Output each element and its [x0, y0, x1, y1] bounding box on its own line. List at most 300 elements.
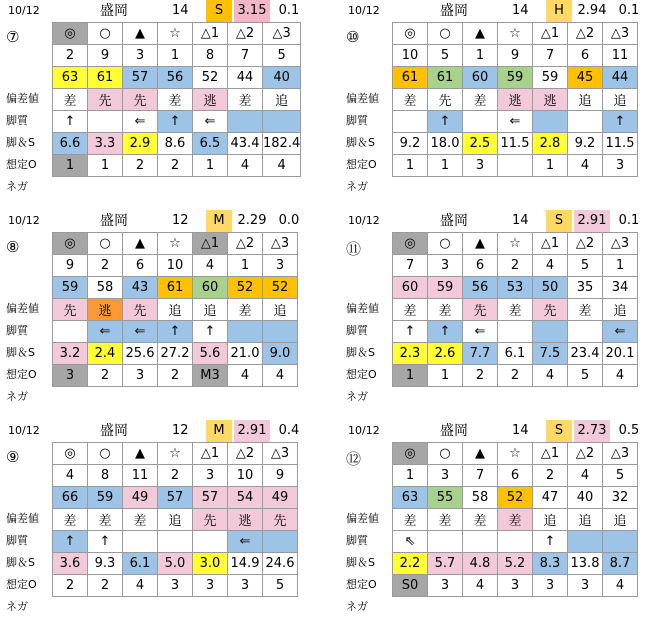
- table-cell: 3: [498, 575, 533, 597]
- index-value: 2.29: [234, 210, 270, 232]
- table-cell: △2: [228, 443, 263, 465]
- horse-number-row: [393, 45, 638, 67]
- table-cell: 4.8: [463, 553, 498, 575]
- table-cell: ▲: [463, 233, 498, 255]
- table-cell: 35: [568, 277, 603, 299]
- sub-value: 0.5: [618, 423, 640, 438]
- table-cell: 5.2: [498, 553, 533, 575]
- table-cell: ▲: [123, 443, 158, 465]
- table-cell: 差: [228, 299, 263, 321]
- table-cell: 1: [463, 45, 498, 67]
- table-cell: 3.2: [53, 343, 88, 365]
- table-cell: 差: [498, 509, 533, 531]
- race-date: 10/12: [348, 4, 380, 17]
- deviation-row: [393, 67, 638, 89]
- table-cell: 63: [393, 487, 428, 509]
- table-cell: 3.3: [88, 133, 123, 155]
- table-cell: 10: [393, 45, 428, 67]
- table-cell: 2.6: [428, 343, 463, 365]
- table-cell: [463, 531, 498, 553]
- table-cell: 4: [533, 365, 568, 387]
- row-label: 想定O: [346, 158, 377, 171]
- table-cell: ↑: [53, 111, 88, 133]
- table-cell: 2: [463, 365, 498, 387]
- table-cell: 9: [53, 255, 88, 277]
- table-cell: 3: [463, 155, 498, 177]
- row-labels: [342, 442, 394, 618]
- table-cell: 44: [228, 67, 263, 89]
- sub-value: 0.1: [278, 3, 300, 18]
- table-cell: 59: [53, 277, 88, 299]
- row-label: 脚質: [6, 534, 28, 547]
- table-cell: 追: [533, 509, 568, 531]
- table-cell: 6: [463, 255, 498, 277]
- table-cell: 1: [228, 255, 263, 277]
- table-cell: ⇖: [393, 531, 428, 553]
- race-block: [0, 420, 320, 620]
- table-cell: ○: [428, 443, 463, 465]
- table-cell: M3: [193, 365, 228, 387]
- horse-count: 14: [512, 423, 529, 438]
- race-place: 盛岡: [100, 213, 128, 229]
- table-cell: 3: [123, 365, 158, 387]
- sub-value: 0.1: [618, 3, 640, 18]
- table-cell: 差: [393, 299, 428, 321]
- table-cell: [228, 321, 263, 343]
- table-cell: 差: [158, 89, 193, 111]
- table-cell: 追: [568, 89, 603, 111]
- table-cell: ↑: [533, 531, 568, 553]
- table-cell: 8: [88, 465, 123, 487]
- table-cell: [88, 111, 123, 133]
- table-cell: 61: [88, 67, 123, 89]
- table-cell: 3: [228, 575, 263, 597]
- table-cell: ◎: [393, 23, 428, 45]
- table-cell: 8: [193, 45, 228, 67]
- table-cell: 2: [498, 255, 533, 277]
- race-table: [392, 442, 638, 597]
- table-cell: ▲: [123, 23, 158, 45]
- table-cell: 追: [263, 299, 298, 321]
- table-cell: 52: [498, 487, 533, 509]
- table-cell: [568, 321, 603, 343]
- row-label: 想定O: [346, 368, 377, 381]
- style-row: [53, 299, 298, 321]
- race-table: [392, 22, 638, 177]
- race-number: ⑪: [346, 240, 362, 258]
- row-label: 脚＆S: [346, 556, 375, 569]
- table-cell: ▲: [463, 23, 498, 45]
- row-labels: [342, 22, 394, 198]
- table-cell: 4: [228, 155, 263, 177]
- table-cell: △2: [228, 233, 263, 255]
- table-cell: 44: [603, 67, 638, 89]
- table-cell: 2.3: [393, 343, 428, 365]
- table-cell: 8.3: [533, 553, 568, 575]
- table-cell: 4: [603, 365, 638, 387]
- table-cell: 5: [603, 465, 638, 487]
- table-cell: △1: [193, 23, 228, 45]
- table-cell: ↑: [428, 321, 463, 343]
- table-cell: 1: [193, 155, 228, 177]
- table-cell: 3: [428, 255, 463, 277]
- table-cell: [193, 531, 228, 553]
- table-cell: 追: [568, 509, 603, 531]
- table-cell: [123, 531, 158, 553]
- table-cell: [393, 111, 428, 133]
- table-cell: 先: [263, 509, 298, 531]
- table-cell: 逃: [88, 299, 123, 321]
- table-cell: 先: [123, 299, 158, 321]
- table-cell: 5.0: [158, 553, 193, 575]
- race-header: [0, 210, 320, 232]
- table-cell: 先: [428, 89, 463, 111]
- table-cell: 61: [428, 67, 463, 89]
- deviation-row: [53, 67, 301, 89]
- nega-row: [393, 155, 638, 177]
- table-cell: 23.4: [568, 343, 603, 365]
- nega-row: [53, 155, 301, 177]
- race-header: [340, 420, 659, 442]
- race-header: [340, 210, 659, 232]
- row-label: 脚質: [346, 324, 368, 337]
- table-cell: ↑: [158, 111, 193, 133]
- row-label: 偏差値: [346, 512, 379, 525]
- table-cell: 2: [53, 575, 88, 597]
- table-cell: ☆: [158, 23, 193, 45]
- horse-number-row: [393, 465, 638, 487]
- table-cell: 3: [428, 575, 463, 597]
- race-table: [392, 232, 638, 387]
- table-cell: 差: [498, 299, 533, 321]
- table-cell: 追: [603, 299, 638, 321]
- table-cell: 7: [533, 45, 568, 67]
- table-cell: 先: [533, 299, 568, 321]
- table-cell: 2: [53, 45, 88, 67]
- row-label: 想定O: [6, 158, 37, 171]
- table-cell: 差: [463, 509, 498, 531]
- table-cell: S0: [393, 575, 428, 597]
- index-value: 3.15: [234, 0, 270, 22]
- table-cell: 61: [393, 67, 428, 89]
- table-cell: ☆: [498, 443, 533, 465]
- table-cell: 59: [88, 487, 123, 509]
- table-cell: 3: [568, 575, 603, 597]
- row-label: 偏差値: [346, 92, 379, 105]
- race-table: [52, 232, 298, 387]
- style-row: [53, 509, 298, 531]
- row-label: 脚＆S: [346, 346, 375, 359]
- table-cell: △1: [533, 233, 568, 255]
- table-cell: 5: [568, 365, 603, 387]
- table-cell: 2: [88, 255, 123, 277]
- race-block: [340, 420, 659, 620]
- row-label: 想定O: [346, 578, 377, 591]
- table-cell: 2: [498, 365, 533, 387]
- table-cell: [568, 111, 603, 133]
- mark-row: [393, 233, 638, 255]
- table-cell: 追: [263, 89, 301, 111]
- race-place: 盛岡: [100, 423, 128, 439]
- race-table: [52, 22, 301, 177]
- table-cell: 5.6: [193, 343, 228, 365]
- row-label: 脚＆S: [346, 136, 375, 149]
- table-cell: 3: [428, 465, 463, 487]
- table-cell: 3: [263, 255, 298, 277]
- table-cell: 4: [193, 255, 228, 277]
- mark-row: [393, 23, 638, 45]
- table-cell: ⇐: [193, 111, 228, 133]
- table-cell: [428, 531, 463, 553]
- table-cell: 9.2: [393, 133, 428, 155]
- race-number: ⑩: [346, 28, 360, 46]
- row-label: ネガ: [6, 390, 28, 403]
- table-cell: ◎: [53, 23, 88, 45]
- row-label: 脚質: [346, 534, 368, 547]
- table-cell: 40: [263, 67, 301, 89]
- odds-row: [53, 553, 298, 575]
- table-cell: 54: [228, 487, 263, 509]
- row-labels: [2, 232, 54, 408]
- table-cell: △1: [533, 443, 568, 465]
- table-cell: 差: [88, 509, 123, 531]
- race-block: [340, 210, 659, 410]
- table-cell: 14.9: [228, 553, 263, 575]
- table-cell: [568, 531, 603, 553]
- table-cell: 1: [428, 155, 463, 177]
- table-cell: 7: [463, 465, 498, 487]
- table-cell: [498, 531, 533, 553]
- table-cell: 6.5: [193, 133, 228, 155]
- table-cell: [53, 321, 88, 343]
- table-cell: 7.5: [533, 343, 568, 365]
- table-cell: ↑: [603, 111, 638, 133]
- row-label: ネガ: [346, 390, 368, 403]
- race-date: 10/12: [8, 214, 40, 227]
- table-cell: 4: [463, 575, 498, 597]
- race-block: [0, 0, 320, 200]
- table-cell: 1: [158, 45, 193, 67]
- table-cell: 4: [53, 465, 88, 487]
- row-labels: [342, 232, 394, 408]
- table-cell: 差: [393, 509, 428, 531]
- table-cell: △3: [603, 233, 638, 255]
- row-labels: [2, 22, 54, 198]
- horse-count: 14: [512, 3, 529, 18]
- table-cell: △3: [263, 443, 298, 465]
- style-row: [393, 299, 638, 321]
- table-cell: 2: [158, 155, 193, 177]
- table-cell: 1: [393, 155, 428, 177]
- race-header: [0, 0, 320, 22]
- row-label: 偏差値: [6, 302, 39, 315]
- odds-row: [393, 133, 638, 155]
- table-cell: ○: [88, 443, 123, 465]
- table-cell: 5.7: [428, 553, 463, 575]
- row-label: 想定O: [6, 578, 37, 591]
- table-cell: 4: [603, 575, 638, 597]
- table-cell: 9: [88, 45, 123, 67]
- race-number: ⑦: [6, 28, 20, 46]
- table-cell: 4: [263, 155, 301, 177]
- table-cell: 18.0: [428, 133, 463, 155]
- horse-count: 12: [172, 213, 189, 228]
- table-cell: 逃: [498, 89, 533, 111]
- deviation-row: [53, 487, 298, 509]
- table-cell: 10: [228, 465, 263, 487]
- table-cell: 3: [533, 575, 568, 597]
- table-cell: 1: [533, 155, 568, 177]
- table-cell: 差: [428, 509, 463, 531]
- table-cell: 2: [158, 465, 193, 487]
- table-cell: 57: [193, 487, 228, 509]
- leg-speed-row: [393, 111, 638, 133]
- table-cell: 7: [393, 255, 428, 277]
- table-cell: ⇐: [123, 111, 158, 133]
- table-cell: 6: [123, 255, 158, 277]
- table-cell: ↑: [53, 531, 88, 553]
- row-label: 想定O: [6, 368, 37, 381]
- row-label: 脚＆S: [6, 556, 35, 569]
- table-cell: 追: [193, 299, 228, 321]
- row-label: ネガ: [346, 600, 368, 613]
- table-cell: 3: [158, 575, 193, 597]
- table-cell: ↑: [158, 321, 193, 343]
- table-cell: 5: [428, 45, 463, 67]
- table-cell: [228, 111, 263, 133]
- race-number: ⑫: [346, 450, 362, 468]
- table-cell: ◎: [53, 233, 88, 255]
- table-cell: 10: [158, 255, 193, 277]
- race-number: ⑧: [6, 238, 20, 256]
- table-cell: 4: [568, 465, 603, 487]
- table-cell: 逃: [193, 89, 228, 111]
- table-cell: 9: [498, 45, 533, 67]
- nega-row: [53, 365, 298, 387]
- mark-row: [53, 233, 298, 255]
- table-cell: △2: [568, 23, 603, 45]
- table-cell: [533, 321, 568, 343]
- table-cell: 追: [158, 509, 193, 531]
- table-cell: 60: [463, 67, 498, 89]
- table-cell: 59: [533, 67, 568, 89]
- table-cell: 2: [533, 465, 568, 487]
- table-cell: 182.4: [263, 133, 301, 155]
- table-cell: ↑: [88, 531, 123, 553]
- table-cell: 13.8: [568, 553, 603, 575]
- table-cell: △1: [193, 233, 228, 255]
- table-cell: 6: [498, 465, 533, 487]
- nega-row: [53, 575, 298, 597]
- table-cell: 6.1: [123, 553, 158, 575]
- leg-speed-row: [53, 111, 301, 133]
- table-cell: 差: [53, 89, 88, 111]
- table-cell: 差: [463, 89, 498, 111]
- table-cell: 59: [428, 277, 463, 299]
- table-cell: 8.7: [603, 553, 638, 575]
- horse-count: 12: [172, 423, 189, 438]
- leg-speed-row: [53, 531, 298, 553]
- row-label: 脚質: [346, 114, 368, 127]
- table-cell: 先: [53, 299, 88, 321]
- table-cell: 3.6: [53, 553, 88, 575]
- table-cell: ⇐: [88, 321, 123, 343]
- table-cell: 8.6: [158, 133, 193, 155]
- table-cell: 2: [88, 365, 123, 387]
- race-date: 10/12: [348, 424, 380, 437]
- table-cell: 2.4: [88, 343, 123, 365]
- style-row: [53, 89, 301, 111]
- table-cell: 先: [123, 89, 158, 111]
- table-cell: 47: [533, 487, 568, 509]
- style-row: [393, 509, 638, 531]
- table-cell: 34: [603, 277, 638, 299]
- race-block: [340, 0, 659, 200]
- row-label: 脚質: [6, 114, 28, 127]
- table-cell: 25.6: [123, 343, 158, 365]
- race-table: [52, 442, 298, 597]
- table-cell: [498, 321, 533, 343]
- sub-value: 0.0: [278, 213, 300, 228]
- row-label: 脚＆S: [6, 346, 35, 359]
- horse-number-row: [53, 45, 301, 67]
- table-cell: 2: [158, 365, 193, 387]
- table-cell: ⇐: [603, 321, 638, 343]
- odds-row: [53, 343, 298, 365]
- table-cell: 66: [53, 487, 88, 509]
- table-cell: ☆: [158, 443, 193, 465]
- table-cell: 60: [193, 277, 228, 299]
- table-cell: ⇐: [228, 531, 263, 553]
- class-badge: M: [206, 210, 232, 232]
- table-cell: △2: [568, 233, 603, 255]
- horse-number-row: [53, 255, 298, 277]
- table-cell: 49: [123, 487, 158, 509]
- table-cell: ☆: [158, 233, 193, 255]
- class-badge: H: [546, 0, 572, 22]
- race-number: ⑨: [6, 448, 20, 466]
- table-cell: 11.5: [498, 133, 533, 155]
- table-cell: 逃: [228, 509, 263, 531]
- table-cell: 2.9: [123, 133, 158, 155]
- table-cell: [463, 111, 498, 133]
- horse-number-row: [53, 465, 298, 487]
- table-cell: △1: [193, 443, 228, 465]
- table-cell: 45: [568, 67, 603, 89]
- table-cell: 43: [123, 277, 158, 299]
- sub-value: 0.4: [278, 423, 300, 438]
- class-badge: S: [206, 0, 232, 22]
- table-cell: ◎: [53, 443, 88, 465]
- table-cell: ◎: [393, 443, 428, 465]
- table-cell: 24.6: [263, 553, 298, 575]
- table-cell: 20.1: [603, 343, 638, 365]
- table-cell: 4: [263, 365, 298, 387]
- race-place: 盛岡: [440, 423, 468, 439]
- table-cell: ⇐: [463, 321, 498, 343]
- table-cell: 5: [263, 575, 298, 597]
- leg-speed-row: [393, 531, 638, 553]
- table-cell: 1: [428, 365, 463, 387]
- table-cell: 58: [88, 277, 123, 299]
- table-cell: 40: [568, 487, 603, 509]
- table-cell: ⇐: [123, 321, 158, 343]
- table-cell: ○: [88, 23, 123, 45]
- style-row: [393, 89, 638, 111]
- table-cell: 43.4: [228, 133, 263, 155]
- table-cell: 4: [533, 255, 568, 277]
- sub-value: 0.1: [618, 213, 640, 228]
